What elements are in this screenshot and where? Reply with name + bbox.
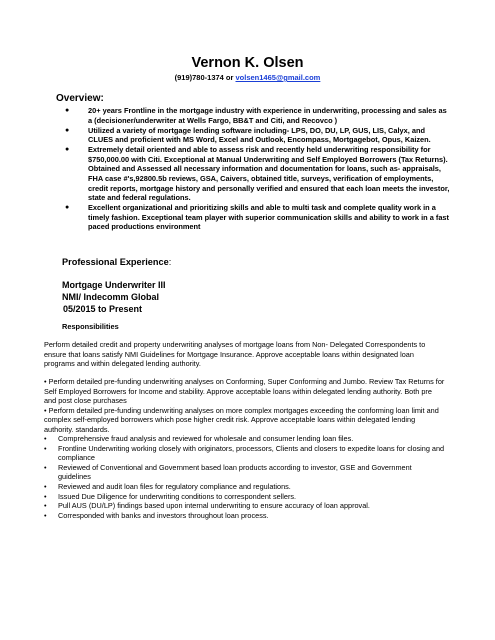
responsibilities-list: [44, 434, 446, 520]
candidate-name: Vernon K. Olsen: [191, 55, 304, 71]
overview-item-text: Utilized a variety of mortgage lending software including- LPS, DO, DU, LP, GUS, LIS, Calyx, and CLUES and proficient with MS Word, Excel and Outlook, Encompass, Mortgagebot, Opus, Kaizen.: [88, 125, 431, 145]
experience-heading: [62, 257, 171, 267]
bullet-icon: •: [44, 443, 47, 453]
job-dates: 05/2015 to Present: [63, 304, 143, 314]
overview-item-text: Extremely detail oriented and able to assess risk and recently held underwriting responsibility for $750,000.00 with Citi. Exceptional at Manual Underwriting and Self Employed Borrowers (Tax Returns). Obtained and Assessed all necessary information and documentation for loans, such as- appraisals, FHA case #'s,92800.5b reviews, GSA, Caivers, obtained title, surveys, verification of employments, credit reports, mortgage history and personally verified and ensured that each loan meets the investor, state and federal regulations.: [88, 145, 450, 203]
phone-number: (919)780-1374 or: [174, 73, 236, 82]
overview-item: [60, 145, 450, 203]
overview-item: [60, 126, 450, 145]
experience-heading-text: Professional Experience: [62, 257, 169, 267]
list-item: [44, 434, 446, 444]
bullet-icon: ●: [65, 107, 70, 114]
bullet-icon: •: [44, 462, 47, 472]
overview-list: [60, 106, 450, 232]
bullet-icon: •: [44, 510, 47, 520]
list-item-text: Issued Due Diligence for underwriting conditions to correspondent sellers.: [58, 491, 297, 501]
bullet-icon: •: [44, 501, 47, 511]
overview-item-text: 20+ years Frontline in the mortgage industry with experience in underwriting, processing and sales as a (decisioner/underwriter at Wells Fargo, BB&T and Citi, and Recovco ): [88, 106, 447, 125]
contact-line: [0, 73, 495, 82]
overview-item: [60, 106, 450, 125]
list-item: [44, 501, 446, 511]
list-item-text: Reviewed of Conventional and Government based loan products according to investor, GSE and Government guidelines: [58, 462, 412, 482]
email-link[interactable]: volsen1465@gmail.com: [235, 73, 321, 82]
overview-item-text: Excellent organizational and prioritizing skills and able to multi task and complete quality work in a timely fashion. Exceptional team player with superior communication skills and ability to work in a fast paced productions environment: [88, 203, 449, 232]
responsibilities-paragraph: Perform detailed credit and property underwriting analyses of mortgage loans from Non- Delegated Correspondents to ensure that loans satisfy NMI Guidelines for Mortgage Insurance. Approve acceptable loans within designated loan programs and within delegated lending authority.: [44, 340, 426, 369]
list-item-text: Corresponded with banks and investors throughout loan process.: [58, 510, 269, 520]
list-item: [44, 482, 446, 492]
experience-heading-colon: :: [168, 257, 172, 267]
list-item: [44, 444, 446, 463]
bullet-icon: ●: [65, 126, 70, 134]
bullet-icon: ●: [65, 204, 70, 212]
company-name: NMI/ Indecomm Global: [62, 292, 160, 302]
list-item-text: Frontline Underwriting working closely with originators, processors, Clients and closers to expedite loans for closing and compliance: [58, 443, 445, 463]
bullet-icon: •: [44, 491, 47, 501]
overview-heading: Overview:: [56, 93, 104, 104]
job-title: Mortgage Underwriter III: [62, 280, 166, 290]
bullet-icon: •: [44, 481, 47, 491]
responsibilities-heading: Responsibilities: [62, 322, 119, 331]
list-item: [44, 463, 446, 482]
job-block: [62, 279, 166, 315]
overview-item: [60, 203, 450, 232]
bullet-icon: ●: [65, 146, 70, 154]
list-item: [44, 492, 446, 502]
list-item-text: Reviewed and audit loan files for regulatory compliance and regulations.: [58, 481, 291, 491]
responsibilities-paragraph-2: • Perform detailed pre-funding underwriting analyses on Conforming, Super Conforming and Jumbo. Review Tax Returns for Self Employed Borrowers for Income and stability. Approve acceptable loans within delegated lending authority. Both pre and post close purchases • Perform detailed pre-funding underwriting analyses on more complex mortgages exceeding the conforming loan limit and complex self-employed borrowers which pose higher credit risk. Approve acceptable loans within delegated lending authority. standards.: [44, 377, 445, 434]
list-item-text: Comprehensive fraud analysis and reviewed for wholesale and consumer lending loan files.: [58, 434, 354, 443]
list-item: [44, 511, 446, 521]
bullet-icon: •: [44, 434, 47, 443]
list-item-text: Pull AUS (DU/LP) findings based upon internal underwriting to ensure accuracy of loan approval.: [58, 501, 370, 511]
